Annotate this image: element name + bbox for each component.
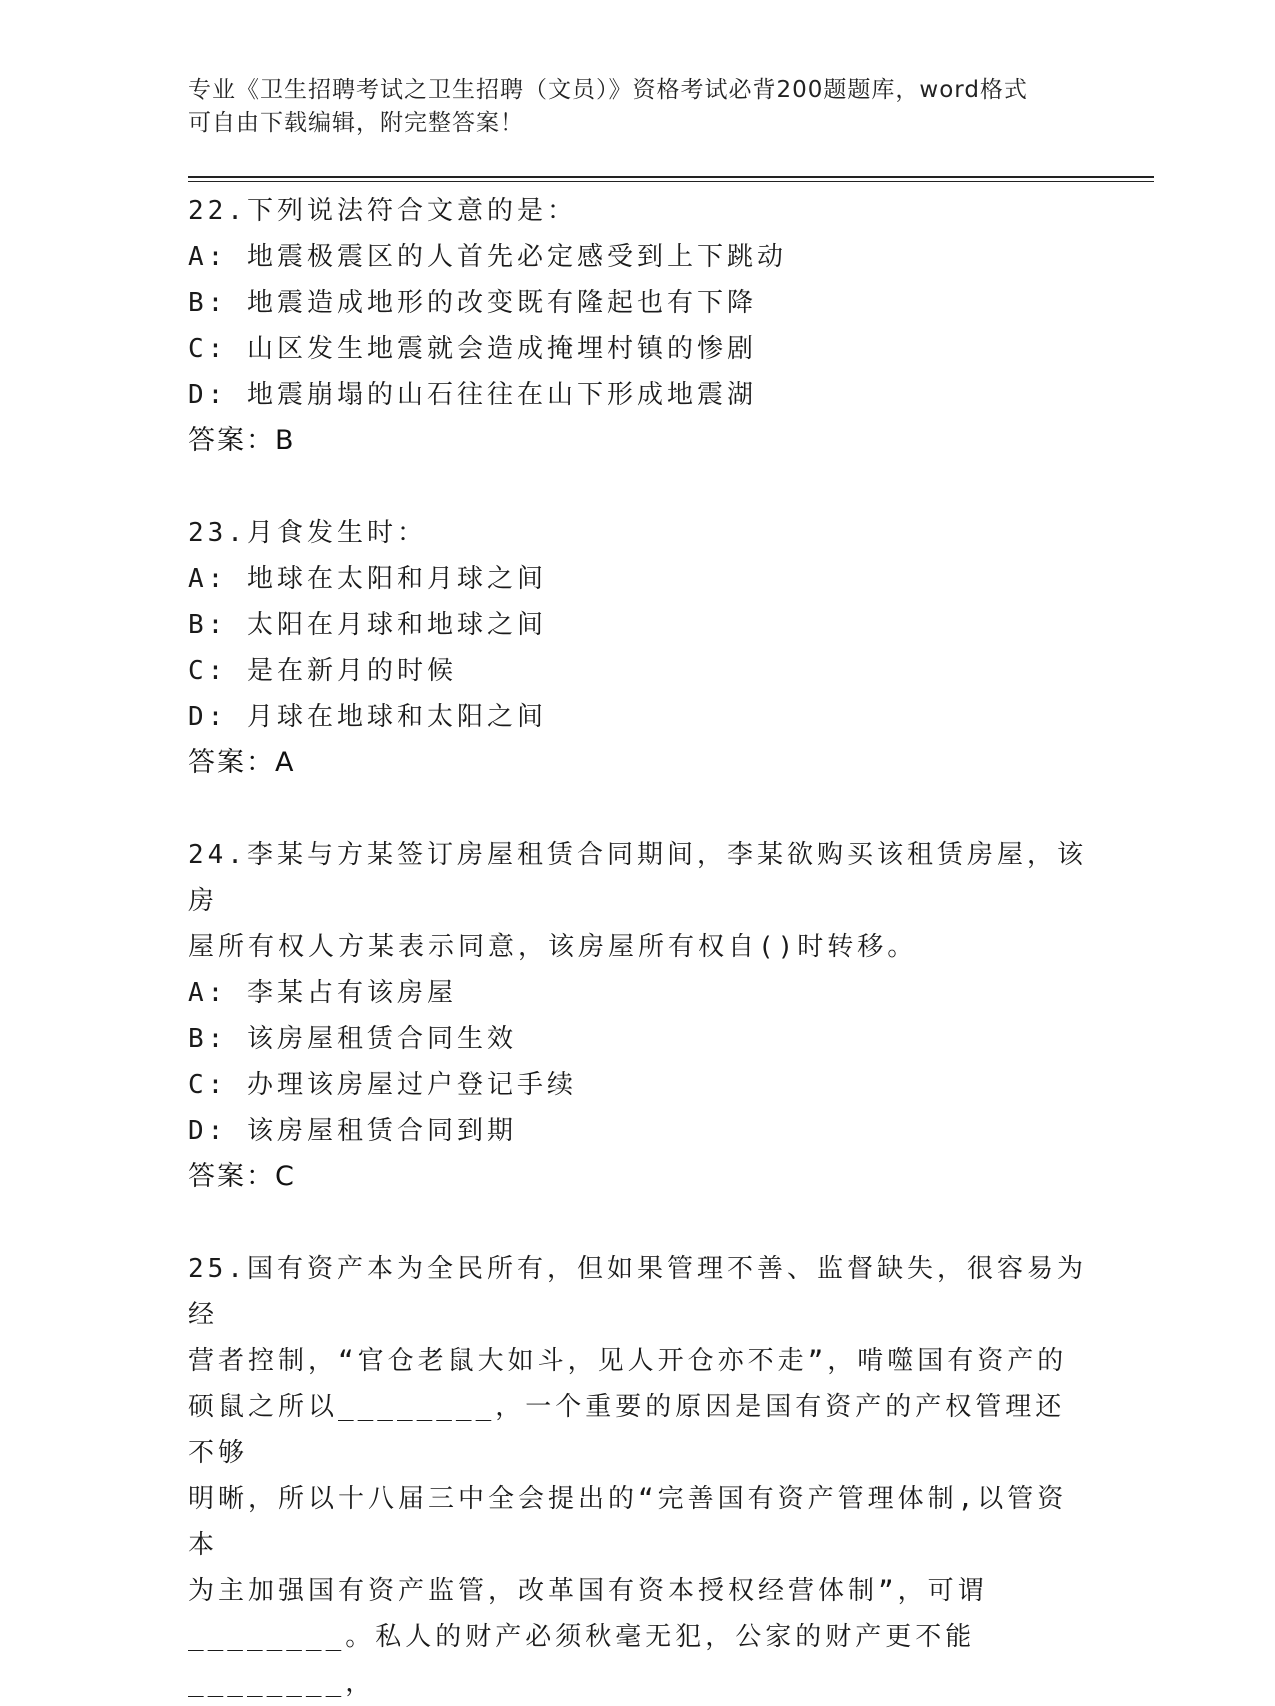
header-rule-thick <box>188 176 1154 178</box>
option-a: A: 地球在太阳和月球之间 <box>188 564 547 594</box>
question-24 <box>188 832 1088 1200</box>
question-stem-line-3: 硕鼠之所以________，一个重要的原因是国有资产的产权管理还不够 <box>188 1392 1066 1468</box>
question-stem-line-2: 营者控制，“官仓老鼠大如斗，见人开仓亦不走”，啃噬国有资产的 <box>188 1346 1068 1376</box>
answer: 答案：B <box>188 425 296 456</box>
option-b: B: 该房屋租赁合同生效 <box>188 1024 517 1054</box>
header-line-2: 可自由下载编辑，附完整答案！ <box>188 110 524 136</box>
question-stem-line-5: 为主加强国有资产监管，改革国有资本授权经营体制”，可谓 <box>188 1576 988 1606</box>
header-rule-thin <box>188 181 1154 182</box>
question-list <box>188 188 1088 1706</box>
option-b: B: 地震造成地形的改变既有隆起也有下降 <box>188 288 757 318</box>
question-stem-line-1: 24.李某与方某签订房屋租赁合同期间，李某欲购买该租赁房屋，该房 <box>188 840 1087 916</box>
option-a: A: 地震极震区的人首先必定感受到上下跳动 <box>188 242 787 272</box>
question-22 <box>188 188 1088 464</box>
question-stem-line-2: 屋所有权人方某表示同意，该房屋所有权自()时转移。 <box>188 932 918 962</box>
option-c: C: 山区发生地震就会造成掩埋村镇的惨剧 <box>188 334 757 364</box>
question-stem-line-4: 明晰，所以十八届三中全会提出的“完善国有资产管理体制,以管资本 <box>188 1484 1068 1560</box>
question-stem: 23.月食发生时： <box>188 518 427 548</box>
option-a: A: 李某占有该房屋 <box>188 978 457 1008</box>
spacer <box>188 464 1088 510</box>
question-25 <box>188 1246 1088 1706</box>
header-line-1: 专业《卫生招聘考试之卫生招聘（文员）》资格考试必背200题题库，word格式 <box>188 77 1028 103</box>
question-stem: 22.下列说法符合文意的是： <box>188 196 577 226</box>
spacer <box>188 786 1088 832</box>
spacer <box>188 1200 1088 1246</box>
option-d: D: 月球在地球和太阳之间 <box>188 702 547 732</box>
option-b: B: 太阳在月球和地球之间 <box>188 610 547 640</box>
document-header <box>188 74 1088 140</box>
option-d: D: 该房屋租赁合同到期 <box>188 1116 517 1146</box>
option-c: C: 办理该房屋过户登记手续 <box>188 1070 577 1100</box>
option-d: D: 地震崩塌的山石往往在山下形成地震湖 <box>188 380 757 410</box>
question-stem-line-6: ________。私人的财产必须秋毫无犯，公家的财产更不能________， <box>188 1622 976 1698</box>
option-c: C: 是在新月的时候 <box>188 656 457 686</box>
answer: 答案：C <box>188 1161 296 1192</box>
question-23 <box>188 510 1088 786</box>
question-stem-line-1: 25.国有资产本为全民所有，但如果管理不善、监督缺失，很容易为经 <box>188 1254 1087 1330</box>
answer: 答案：A <box>188 747 296 778</box>
